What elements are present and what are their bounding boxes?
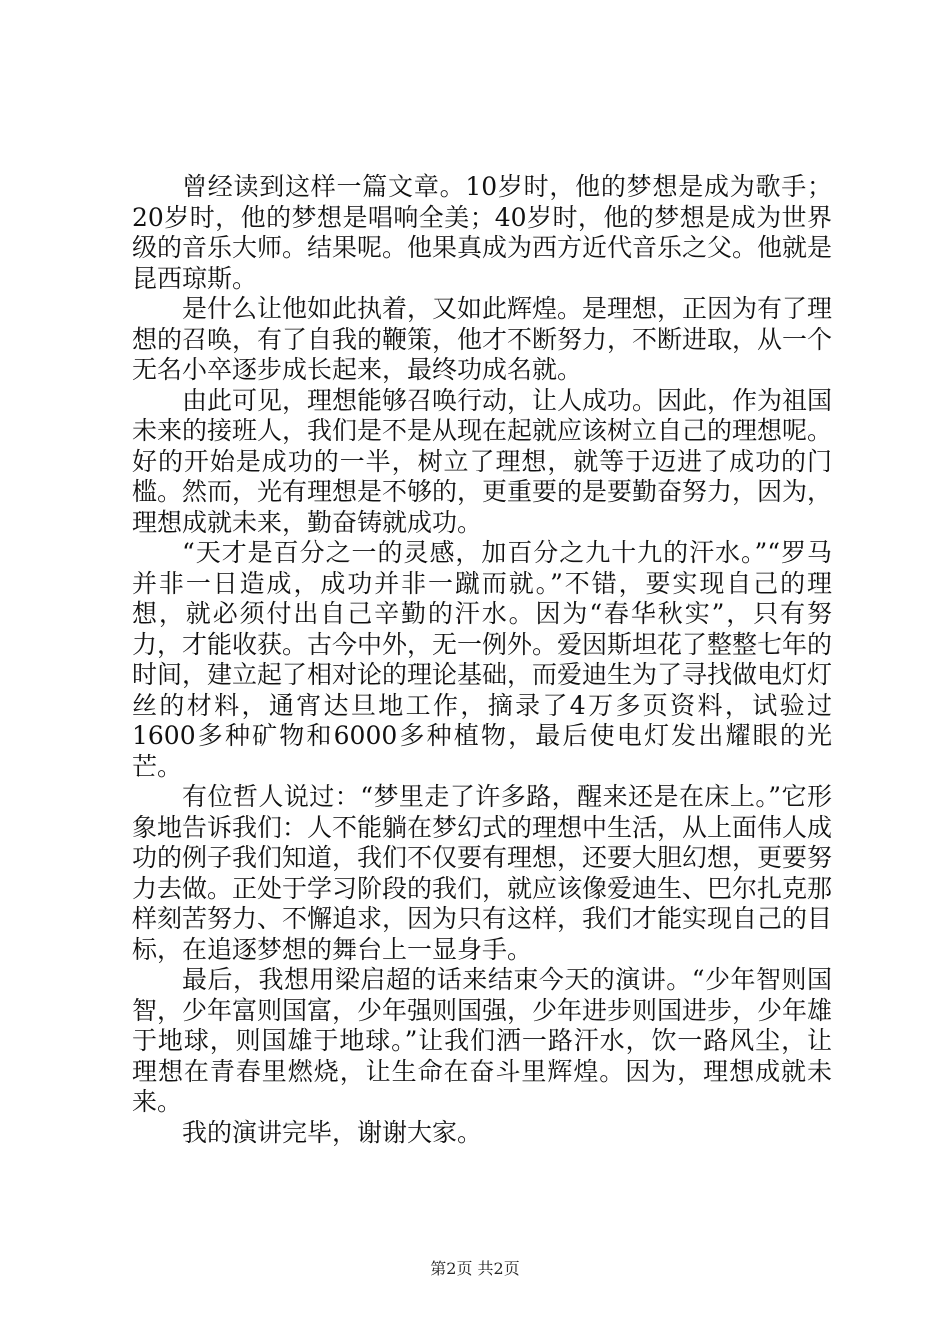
speech-body	[132, 172, 832, 1148]
paragraph-2: 是什么让他如此执着，又如此辉煌。是理想，正因为有了理想的召唤，有了自我的鞭策，他才不断努力，不断进取，从一个无名小卒逐步成长起来，最终功成名就。	[132, 294, 833, 384]
paragraph-5: 有位哲人说过：“梦里走了许多路，醒来还是在床上。”它形象地告诉我们：人不能躺在梦幻式的理想中生活，从上面伟人成功的例子我们知道，我们不仅要有理想，还要大胆幻想，更要努力去做。正处于学习阶段的我们，就应该像爱迪生、巴尔扎克那样刻苦努力、不懈追求，因为只有这样，我们才能实现自己的目标，在追逐梦想的舞台上一显身手。	[132, 782, 833, 964]
paragraph-3: 由此可见，理想能够召唤行动，让人成功。因此，作为祖国未来的接班人，我们是不是从现在起就应该树立自己的理想呢。好的开始是成功的一半，树立了理想，就等于迈进了成功的门槛。然而，光有理想是不够的，更重要的是要勤奋努力，因为，理想成就未来，勤奋铸就成功。	[132, 385, 833, 537]
paragraph-1: 曾经读到这样一篇文章。10岁时，他的梦想是成为歌手；20岁时，他的梦想是唱响全美；40岁时，他的梦想是成为世界级的音乐大师。结果呢。他果真成为西方近代音乐之父。他就是昆西琼斯。	[132, 172, 833, 293]
paragraph-4: “天才是百分之一的灵感，加百分之九十九的汗水。”“罗马并非一日造成，成功并非一蹴而就。”不错，要实现自己的理想，就必须付出自己辛勤的汗水。因为“春华秋实”，只有努力，才能收获。古今中外，无一例外。爱因斯坦花了整整七年的时间，建立起了相对论的理论基础，而爱迪生为了寻找做电灯灯丝的材料，通宵达旦地工作，摘录了4万多页资料，试验过1600多种矿物和6000多种植物，最后使电灯发出耀眼的光芒。	[132, 538, 833, 781]
paragraph-6: 最后，我想用梁启超的话来结束今天的演讲。“少年智则国智，少年富则国富，少年强则国强，少年进步则国进步，少年雄于地球，则国雄于地球。”让我们洒一路汗水，饮一路风尘，让理想在青春里燃烧，让生命在奋斗里辉煌。因为，理想成就未来。	[132, 965, 833, 1116]
paragraph-7: 我的演讲完毕，谢谢大家。	[182, 1117, 483, 1147]
page-number-footer: 第2页 共2页	[430, 1259, 520, 1278]
